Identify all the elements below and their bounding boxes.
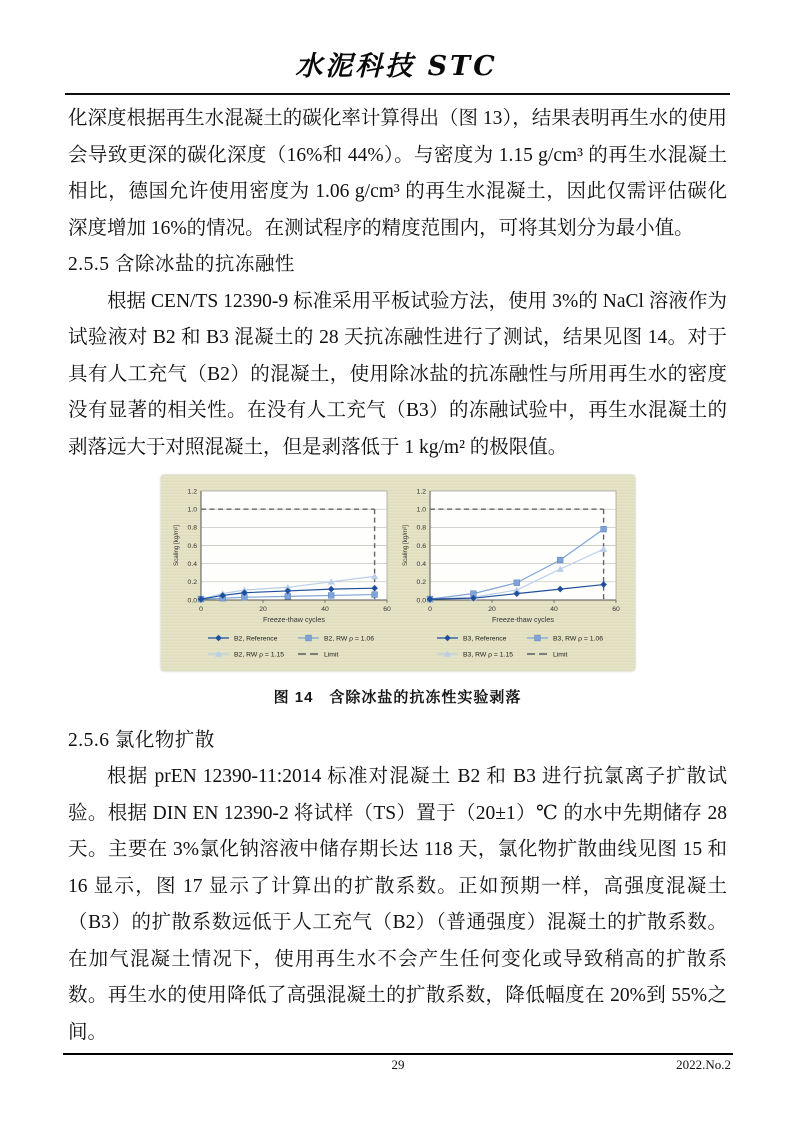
svg-text:1.0: 1.0 (187, 506, 197, 514)
svg-text:40: 40 (549, 606, 558, 613)
svg-text:1.2: 1.2 (416, 488, 426, 496)
paragraph-chloride: 根据 prEN 12390-11:2014 标准对混凝土 B2 和 B3 进行抗氯离子扩散试验。根据 DIN EN 12390-2 将试样（TS）置于（20±1）℃ 的水中先期储存 28 天。主要在 3%氯化钠溶液中储存期长达 118 天，氯化物扩散曲线见图 15 和 16 显示，图 17 显示了计算出的扩散系数。正如预期一样，高强度混凝土（B3）的扩散系数远低于人工充气（B2）（普通强度）混凝土的扩散系数。在加气混凝土情况下，使用再生水不会产生任何变化或导致稍高的扩散系数。再生水的使用降低了高强混凝土的扩散系数，降低幅度在 20%到 55%之间。 (68, 766, 727, 1043)
svg-text:0.4: 0.4 (187, 561, 197, 569)
svg-text:20: 20 (487, 606, 496, 613)
svg-text:B3, RW ρ = 1.15: B3, RW ρ = 1.15 (462, 651, 513, 659)
svg-text:B3, RW ρ = 1.06: B3, RW ρ = 1.06 (552, 635, 603, 643)
section-heading-2-5-6: 2.5.6 氯化物扩散 (68, 729, 215, 751)
svg-text:1.2: 1.2 (187, 488, 197, 496)
paragraph-freeze-thaw: 根据 CEN/TS 12390-9 标准采用平板试验方法，使用 3%的 NaCl 溶液作为试验液对 B2 和 B3 混凝土的 28 天抗冻融性进行了测试，结果见图 14。对于具有人工充气（B2）的混凝土，使用除冰盐的抗冻融性与所用再生水的密度没有显著的相关性。在没有人工充气（B3）的冻融试验中，再生水混凝土的剥落远大于对照混凝土，但是剥落低于 1 kg/m² 的极限值。 (68, 290, 727, 458)
page-number: 29 (391, 1057, 405, 1072)
svg-text:0.2: 0.2 (187, 579, 197, 587)
paragraph-carbonation: 化深度根据再生水混凝土的碳化率计算得出（图 13），结果表明再生水的使用会导致更深的碳化深度（16%和 44%）。与密度为 1.15 g/cm³ 的再生水混凝土相比，德国允许使用密度为 1.06 g/cm³ 的再生水混凝土，因此仅需评估碳化深度增加 16%的情况。在测试程序的精度范围内，可将其划分为最小值。 (68, 108, 727, 239)
page-footer (63, 1053, 733, 1077)
svg-text:Limit: Limit (323, 651, 338, 659)
svg-text:0.4: 0.4 (416, 561, 426, 569)
footer-row (63, 1055, 733, 1077)
page-header (0, 44, 793, 83)
svg-text:Limit: Limit (552, 651, 567, 659)
journal-title: 水泥科技 STC (295, 51, 498, 82)
figure-14 (68, 475, 727, 671)
svg-text:1.0: 1.0 (416, 506, 426, 514)
svg-text:0.6: 0.6 (416, 542, 426, 550)
svg-text:60: 60 (611, 606, 620, 613)
figure-14-image (161, 475, 635, 671)
svg-text:B2, RW ρ = 1.06: B2, RW ρ = 1.06 (323, 635, 374, 643)
header-divider (65, 93, 730, 95)
svg-text:0.8: 0.8 (416, 524, 426, 532)
svg-text:Freeze-thaw cycles: Freeze-thaw cycles (262, 615, 325, 624)
issue-number: 2022.No.2 (676, 1057, 731, 1072)
svg-text:Scaling [kg/m²]: Scaling [kg/m²] (172, 525, 180, 566)
svg-text:0.0: 0.0 (416, 597, 426, 605)
svg-text:0.6: 0.6 (187, 542, 197, 550)
svg-text:0.8: 0.8 (187, 524, 197, 532)
svg-text:60: 60 (382, 606, 391, 613)
svg-text:Freeze-thaw cycles: Freeze-thaw cycles (491, 615, 554, 624)
section-heading-2-5-5: 2.5.5 含除冰盐的抗冻融性 (68, 254, 295, 275)
svg-text:0.2: 0.2 (416, 579, 426, 587)
svg-text:B2, RW ρ = 1.15: B2, RW ρ = 1.15 (233, 651, 284, 659)
page-body (68, 101, 727, 1051)
svg-text:0.0: 0.0 (187, 597, 197, 605)
svg-text:B3, Reference: B3, Reference (462, 635, 506, 643)
svg-text:B2, Reference: B2, Reference (233, 635, 277, 643)
figure-14-caption: 图 14 含除冰盐的抗冻性实验剥落 (273, 689, 522, 706)
svg-text:Scaling [kg/m²]: Scaling [kg/m²] (401, 525, 409, 566)
svg-text:0: 0 (198, 606, 203, 613)
svg-text:0: 0 (427, 606, 432, 613)
scaling-chart-b2 (170, 482, 397, 665)
svg-text:40: 40 (320, 606, 329, 613)
scaling-chart-b3 (399, 482, 626, 665)
svg-text:20: 20 (258, 606, 267, 613)
